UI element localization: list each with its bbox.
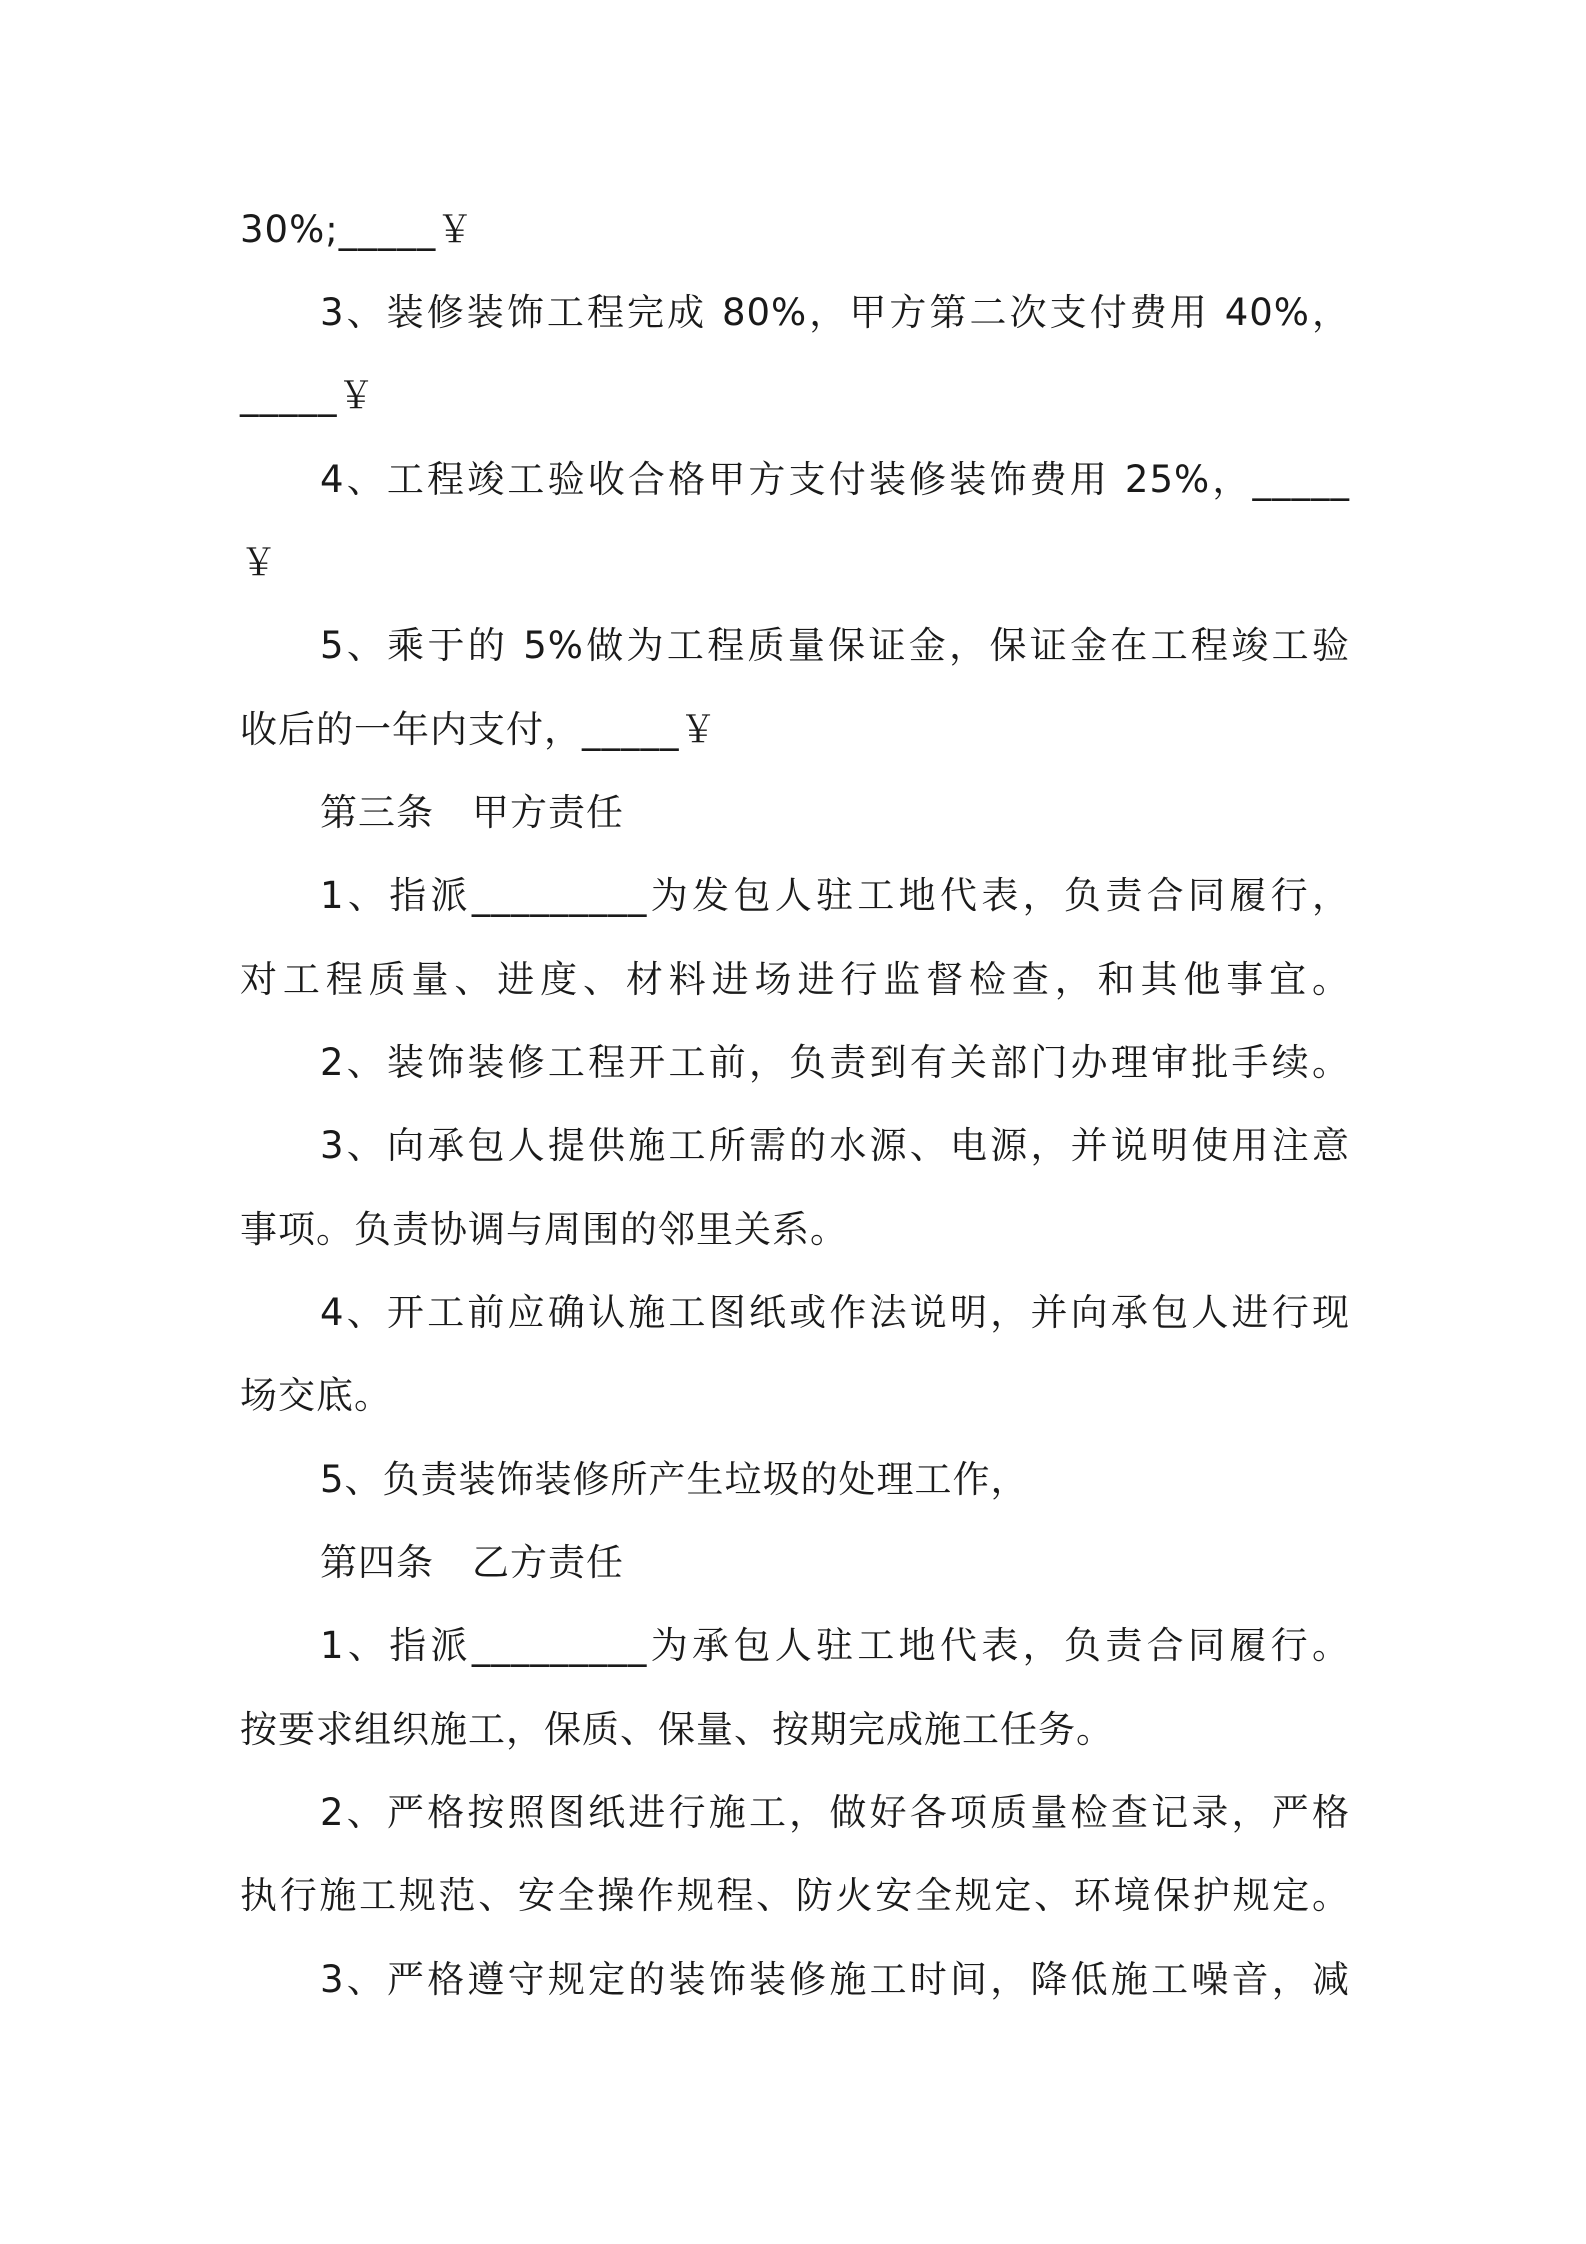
text-line-6: 5、乘于的 5%做为工程质量保证金，保证金在工程竣工验 [320, 624, 1350, 667]
text-line-13: 事项。负责协调与周围的邻里关系。 [240, 1208, 848, 1251]
text-line-4: 4、工程竣工验收合格甲方支付装修装饰费用 25%，_____ [320, 458, 1350, 501]
text-line-5: ￥ [240, 541, 278, 584]
section-heading-4: 第四条 乙方责任 [320, 1541, 624, 1584]
text-line-16: 5、负责装饰装修所产生垃圾的处理工作， [320, 1458, 1029, 1501]
text-line-20: 2、严格按照图纸进行施工，做好各项质量检查记录，严格 [320, 1791, 1350, 1834]
text-line-12: 3、向承包人提供施工所需的水源、电源，并说明使用注意 [320, 1124, 1350, 1167]
text-line-14: 4、开工前应确认施工图纸或作法说明，并向承包人进行现 [320, 1291, 1350, 1334]
text-line-22: 3、严格遵守规定的装饰装修施工时间，降低施工噪音，减 [320, 1958, 1350, 2001]
text-line-10: 对工程质量、进度、材料进场进行监督检查，和其他事宜。 [240, 958, 1350, 1001]
text-line-15: 场交底。 [240, 1374, 392, 1417]
text-line-21: 执行施工规范、安全操作规程、防火安全规定、环境保护规定。 [240, 1874, 1350, 1917]
text-line-2: 3、装修装饰工程完成 80%，甲方第二次支付费用 40%， [320, 291, 1350, 334]
text-line-7: 收后的一年内支付，_____￥ [240, 708, 718, 751]
section-heading-3: 第三条 甲方责任 [320, 791, 624, 834]
text-line-18: 1、指派_________为承包人驻工地代表，负责合同履行。 [320, 1624, 1350, 1667]
text-line-11: 2、装饰装修工程开工前，负责到有关部门办理审批手续。 [320, 1041, 1350, 1084]
text-line-19: 按要求组织施工，保质、保量、按期完成施工任务。 [240, 1708, 1114, 1751]
text-line-1: 30%;_____￥ [240, 208, 475, 251]
text-line-9: 1、指派_________为发包人驻工地代表，负责合同履行， [320, 874, 1350, 917]
text-line-3: _____￥ [240, 374, 376, 417]
